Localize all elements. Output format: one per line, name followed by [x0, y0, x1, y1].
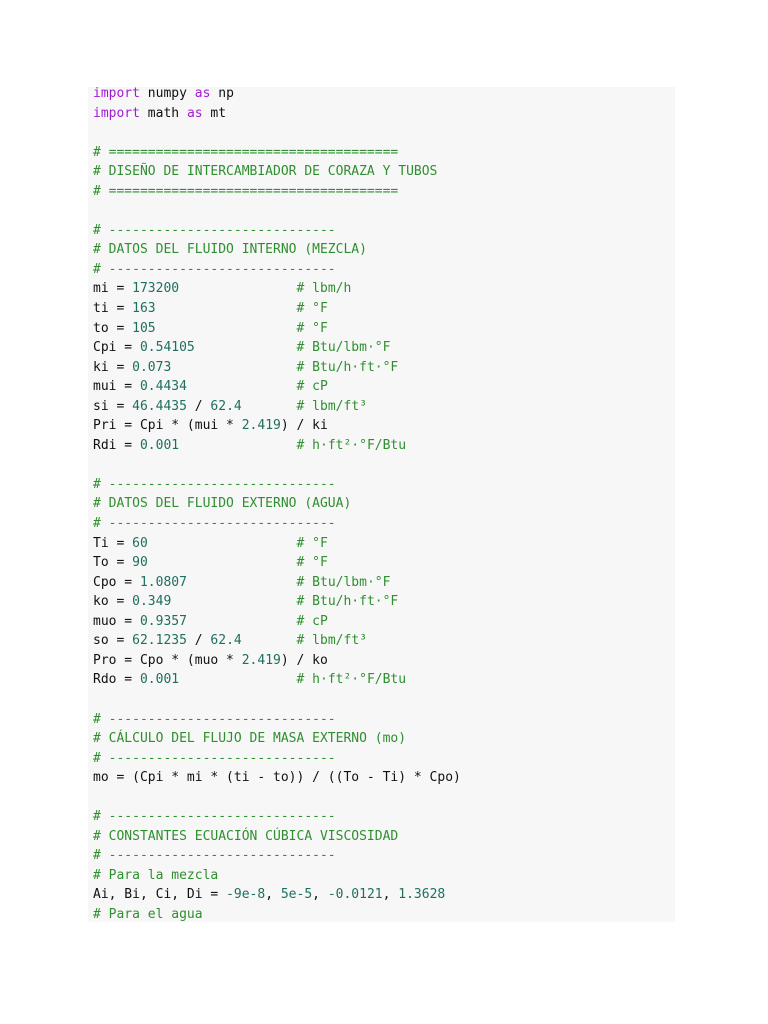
code-token: ti =	[93, 301, 133, 317]
comment-token: # °F	[296, 320, 328, 336]
code-line	[93, 846, 461, 866]
code-token: ,	[312, 887, 328, 903]
code-line	[93, 710, 461, 730]
code-token	[195, 340, 297, 355]
code-token: to =	[93, 320, 133, 336]
code-line	[93, 651, 461, 671]
comment-token: # h·ft²·°F/Btu	[296, 437, 407, 453]
code-line	[93, 866, 461, 886]
comment-token: # -----------------------------	[93, 222, 336, 238]
code-line	[93, 221, 461, 241]
code-line	[93, 788, 461, 808]
comment-token: # Btu/lbm·°F	[296, 574, 391, 590]
comment-token: # -----------------------------	[93, 516, 336, 532]
number-token: 60	[132, 535, 148, 551]
number-token: 0.9357	[139, 613, 187, 629]
code-token	[148, 555, 297, 570]
code-token: Ai, Bi, Ci, Di =	[93, 887, 227, 903]
number-token: 0.073	[132, 359, 172, 375]
comment-token: # -----------------------------	[93, 261, 336, 277]
comment-token: # h·ft²·°F/Btu	[296, 672, 407, 688]
code-line	[93, 240, 461, 260]
code-line	[93, 514, 461, 534]
comment-token: # DISEÑO DE INTERCAMBIADOR DE CORAZA Y TUBOS	[93, 164, 438, 180]
code-line	[93, 299, 461, 319]
code-token: mi =	[93, 281, 133, 297]
code-token: so =	[93, 633, 133, 649]
code-line	[93, 201, 461, 221]
code-line	[93, 338, 461, 358]
code-token	[171, 360, 296, 375]
comment-token: # CONSTANTES ECUACIÓN CÚBICA VISCOSIDAD	[93, 828, 399, 844]
number-token: 62.1235	[132, 633, 187, 649]
code-token	[148, 536, 297, 551]
comment-token: # -----------------------------	[93, 848, 336, 864]
number-token: 0.349	[132, 594, 172, 610]
code-token: ki =	[93, 359, 133, 375]
code-line	[93, 612, 461, 632]
comment-token: # CÁLCULO DEL FLUJO DE MASA EXTERNO (mo)	[93, 731, 407, 747]
comment-token: # -----------------------------	[93, 711, 336, 727]
number-token: 163	[132, 301, 156, 317]
comment-token: # =====================================	[93, 144, 399, 160]
code-line	[93, 573, 461, 593]
comment-token: # °F	[296, 301, 328, 317]
code-line	[93, 749, 461, 769]
number-token: 0.54105	[139, 340, 195, 356]
code-line	[93, 534, 461, 554]
number-token: 90	[132, 555, 148, 571]
code-token: numpy	[139, 87, 195, 101]
code-line	[93, 397, 461, 417]
code-line	[93, 87, 461, 104]
code-token: ) / ki	[280, 418, 328, 434]
code-token: /	[186, 398, 211, 414]
number-token: 46.4435	[132, 398, 187, 414]
code-token: Rdo =	[93, 672, 140, 688]
code-token: muo =	[93, 613, 140, 629]
code-line	[93, 319, 461, 339]
code-line	[93, 182, 461, 202]
number-token: 0.4434	[139, 379, 187, 395]
code-token: np	[210, 87, 234, 101]
code-line	[93, 260, 461, 280]
number-token: 105	[132, 320, 156, 336]
code-line	[93, 416, 461, 436]
keyword-token: as	[194, 87, 211, 101]
comment-token: # cP	[296, 379, 328, 395]
code-line	[93, 475, 461, 495]
code-line	[93, 690, 461, 710]
code-token: mo = (Cpi * mi * (ti - to)) / ((To - Ti) * Cpo)	[93, 770, 461, 786]
comment-token: # cP	[296, 613, 328, 629]
code-line	[93, 494, 461, 514]
code-token: Ti =	[93, 535, 133, 551]
code-line	[93, 455, 461, 475]
comment-token: # Para el agua	[93, 906, 203, 922]
code-line	[93, 123, 461, 143]
code-line	[93, 143, 461, 163]
code-block	[88, 87, 675, 922]
code-line	[93, 592, 461, 612]
comment-token: # -----------------------------	[93, 809, 336, 825]
code-token: math	[139, 105, 187, 121]
comment-token: # -----------------------------	[93, 750, 336, 766]
number-token: 1.0807	[139, 574, 187, 590]
code-token: Cpo =	[93, 574, 140, 590]
keyword-token: import	[93, 87, 140, 101]
comment-token: # -----------------------------	[93, 476, 336, 492]
number-token: 5e-5	[280, 887, 313, 903]
code-token	[171, 594, 296, 609]
comment-token: # DATOS DEL FLUIDO INTERNO (MEZCLA)	[93, 242, 367, 258]
code-token: ko =	[93, 594, 133, 610]
code-token: Pri = Cpi * (mui *	[93, 418, 242, 434]
code-token: Pro = Cpo * (muo *	[93, 652, 242, 668]
keyword-token: import	[93, 105, 140, 121]
code-token: To =	[93, 555, 133, 571]
code-token	[187, 614, 297, 629]
code-line	[93, 768, 461, 788]
code-lines	[93, 87, 461, 922]
comment-token: # lbm/ft³	[296, 398, 367, 414]
code-token	[187, 575, 297, 590]
number-token: 2.419	[241, 418, 281, 434]
code-token: Rdi =	[93, 437, 140, 453]
code-line	[93, 553, 461, 573]
code-token	[179, 438, 296, 453]
code-token: mui =	[93, 379, 140, 395]
code-token	[179, 281, 296, 296]
code-token: /	[186, 633, 211, 649]
code-line	[93, 162, 461, 182]
number-token: 0.001	[139, 437, 180, 453]
code-line	[93, 377, 461, 397]
number-token: -9e-8	[226, 887, 266, 903]
code-token	[242, 633, 297, 648]
number-token: 62.4	[210, 633, 242, 649]
code-token	[179, 672, 296, 687]
number-token: 0.001	[139, 672, 180, 688]
code-token: ) / ko	[280, 652, 328, 668]
code-line	[93, 807, 461, 827]
keyword-token: as	[186, 105, 203, 121]
code-line	[93, 436, 461, 456]
comment-token: # =====================================	[93, 183, 399, 199]
number-token: -0.0121	[327, 887, 383, 903]
comment-token: # lbm/h	[296, 281, 352, 297]
code-token	[187, 379, 297, 394]
comment-token: # °F	[296, 555, 328, 571]
code-token: ,	[265, 887, 281, 903]
code-token	[242, 399, 297, 414]
number-token: 62.4	[210, 398, 242, 414]
comment-token: # DATOS DEL FLUIDO EXTERNO (AGUA)	[93, 496, 352, 512]
number-token: 1.3628	[398, 887, 446, 903]
code-line	[93, 729, 461, 749]
code-token: si =	[93, 398, 133, 414]
comment-token: # Btu/lbm·°F	[296, 340, 391, 356]
comment-token: # Btu/h·ft·°F	[296, 359, 399, 375]
code-token	[156, 301, 297, 316]
code-line	[93, 885, 461, 905]
number-token: 2.419	[241, 652, 281, 668]
code-line	[93, 670, 461, 690]
comment-token: # Para la mezcla	[93, 867, 219, 883]
comment-token: # °F	[296, 535, 328, 551]
code-token: mt	[202, 105, 227, 121]
code-line	[93, 279, 461, 299]
code-token: ,	[382, 887, 399, 903]
code-line	[93, 905, 461, 922]
code-token	[156, 321, 297, 336]
number-token: 173200	[132, 281, 180, 297]
comment-token: # Btu/h·ft·°F	[296, 594, 399, 610]
code-token: Cpi =	[93, 340, 140, 356]
code-line	[93, 104, 461, 124]
comment-token: # lbm/ft³	[296, 633, 367, 649]
code-line	[93, 827, 461, 847]
code-line	[93, 631, 461, 651]
code-line	[93, 358, 461, 378]
